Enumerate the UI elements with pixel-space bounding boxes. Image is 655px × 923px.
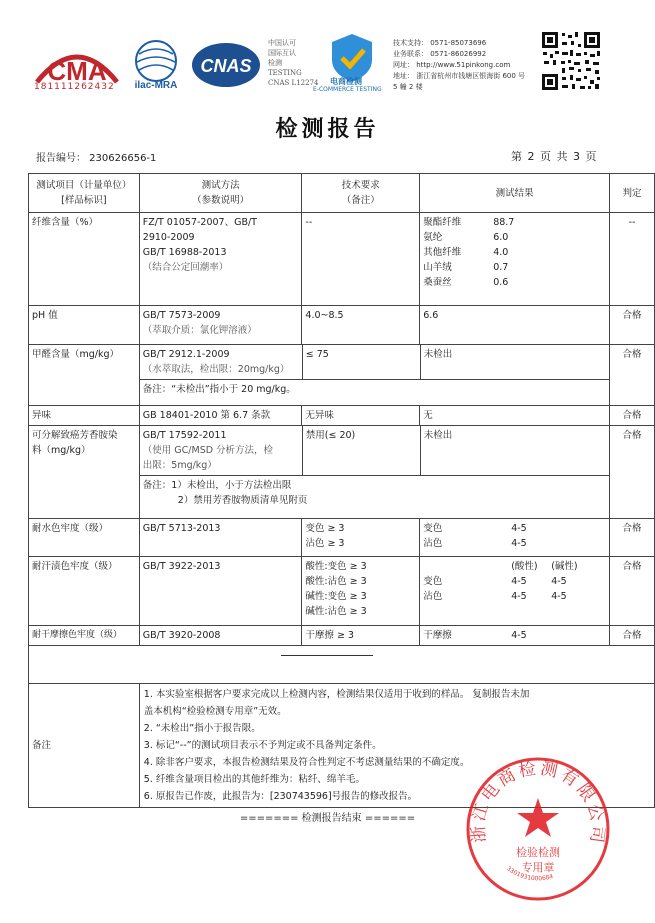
sweat-judgement: 合格 bbox=[610, 557, 655, 626]
amine-notes: 备注：1）未检出，小于方法检出限 2）禁用芳香胺物质清单见附页 bbox=[140, 475, 609, 510]
header-method: 测试方法 （参数说明） bbox=[139, 174, 302, 213]
rub-method: GB/T 3920-2008 bbox=[139, 626, 302, 646]
table-row-odor bbox=[29, 406, 655, 426]
fiber-judgement: -- bbox=[610, 213, 655, 306]
table-row-formaldehyde bbox=[29, 345, 655, 406]
amine-detail: GB/T 17592-2011 （使用 GC/MSD 分析方法，检 出限：5mg/kg） 禁用(≤ 20) 未检出 备注：1）未检出，小于方法检出限 2）禁用芳香胺物质清单见附页 bbox=[139, 426, 609, 519]
cma-logo-text: CMA bbox=[47, 56, 107, 86]
ph-item: pH 值 bbox=[29, 306, 140, 345]
odor-judgement: 合格 bbox=[610, 406, 655, 426]
ph-method: GB/T 7573-2009 （萃取介质：氯化钾溶液） bbox=[139, 306, 302, 345]
rub-requirement: 干摩擦 ≥ 3 bbox=[302, 626, 420, 646]
page-info: 第 2 页 共 3 页 bbox=[511, 150, 598, 163]
formaldehyde-judgement: 合格 bbox=[610, 345, 655, 406]
star-icon bbox=[517, 798, 559, 837]
table-row-rub-fastness bbox=[29, 626, 655, 646]
company-seal bbox=[463, 754, 613, 904]
contact-info: 技术支持： 0571-85073696 业务联系： 0571-86026992 网址： http://www.51pinkong.com 地址： 浙江省杭州市钱塘区银海街 600 号 5 幢 2 楼 bbox=[393, 39, 526, 91]
table-row-ph bbox=[29, 306, 655, 345]
water-result: 变色 4-5 沾色 4-5 bbox=[420, 519, 610, 557]
formaldehyde-detail: GB/T 2912.1-2009 （水萃取法，检出限：20mg/kg） ≤ 75 未检出 备注：“未检出”指小于 20 mg/kg。 bbox=[139, 345, 609, 406]
report-title: 检测报告 bbox=[275, 116, 380, 142]
divider bbox=[281, 655, 373, 656]
ilac-logo-text: ilac-MRA bbox=[134, 80, 178, 91]
cnas-accreditation-text: 中国认可 国际互认 检测 TESTING CNAS L12274 bbox=[268, 39, 319, 87]
seal-number: 3301931000684 bbox=[505, 865, 555, 883]
table-header-row bbox=[29, 174, 655, 213]
ph-judgement: 合格 bbox=[610, 306, 655, 345]
table-row-sweat-fastness bbox=[29, 557, 655, 626]
seal-center-line1: 检验检测 bbox=[516, 846, 560, 859]
seal-center-line2: 专用章 bbox=[521, 861, 555, 874]
header-judgement: 判定 bbox=[610, 174, 655, 213]
ecommerce-logo-en: E-COMMERCE TESTING bbox=[313, 86, 382, 93]
fiber-method: FZ/T 01057-2007、GB/T 2910-2009 GB/T 16988-2013 （结合公定回潮率） bbox=[139, 213, 302, 306]
test-results-table bbox=[28, 173, 655, 808]
ilac-mra-logo bbox=[127, 36, 185, 92]
odor-item: 异味 bbox=[29, 406, 140, 426]
table-row-fiber bbox=[29, 213, 655, 306]
header-result: 测试结果 bbox=[420, 174, 610, 213]
table-row-water-fastness bbox=[29, 519, 655, 557]
header-item: 测试项目（计量单位） [样品标识] bbox=[29, 174, 140, 213]
odor-result: 无 bbox=[420, 406, 610, 426]
fiber-result: 聚酯纤维 88.7 氨纶 6.0 其他纤维 4.0 山羊绒 0.7 桑蚕丝 0.6 bbox=[420, 213, 610, 306]
fiber-item: 纤维含量（%） bbox=[29, 213, 140, 306]
report-end-line: ======= 检测报告结束 ====== bbox=[239, 813, 416, 824]
formaldehyde-note: 备注：“未检出”指小于 20 mg/kg。 bbox=[140, 379, 609, 399]
water-judgement: 合格 bbox=[610, 519, 655, 557]
ecommerce-logo-cn: 电商检测 bbox=[330, 77, 362, 86]
rub-result: 干摩擦 4-5 bbox=[420, 626, 610, 646]
header-requirement: 技术要求 （备注） bbox=[302, 174, 420, 213]
sweat-item: 耐汗渍色牢度（级） bbox=[29, 557, 140, 626]
formaldehyde-item: 甲醛含量（mg/kg） bbox=[29, 345, 140, 406]
rub-judgement: 合格 bbox=[610, 626, 655, 646]
water-method: GB/T 5713-2013 bbox=[139, 519, 302, 557]
report-number: 报告编号： 230626656-1 bbox=[36, 153, 157, 164]
remarks-content: 1. 本实验室根据客户要求完成以上检测内容，检测结果仅适用于收到的样品。 复制报告未加 盖本机构“检验检测专用章”无效。 2. “未检出”指小于报告限。 3. 标记“--”的测试项目表示不予判定或不具备判定条件。 4. 除非客户要求，本报告检测结果及符合性判定不考虑测量结果的不确定度。 5. 纤维含量项目检出的其他纤维为：粘纤、绵羊毛。 6. 原报告已作废，此报告为：[230743596]号报告的修改报告。 bbox=[139, 684, 654, 808]
sweat-result: (酸性) (碱性) 变色 4-5 4-5 沾色 4-5 4-5 bbox=[420, 557, 610, 626]
odor-method: GB 18401-2010 第 6.7 条款 bbox=[139, 406, 302, 426]
fiber-requirement: -- bbox=[302, 213, 420, 306]
table-row-amine bbox=[29, 426, 655, 519]
odor-requirement: 无异味 bbox=[302, 406, 420, 426]
cnas-logo-text: CNAS bbox=[200, 56, 252, 76]
table-row-separator bbox=[29, 646, 655, 684]
ph-result: 6.6 bbox=[420, 306, 610, 345]
sweat-method: GB/T 3922-2013 bbox=[139, 557, 302, 626]
water-item: 耐水色牢度（级） bbox=[29, 519, 140, 557]
ph-requirement: 4.0~8.5 bbox=[302, 306, 420, 345]
sweat-requirement: 酸性:变色 ≥ 3 酸性:沾色 ≥ 3 碱性:变色 ≥ 3 碱性:沾色 ≥ 3 bbox=[302, 557, 420, 626]
amine-item: 可分解致癌芳香胺染 料（mg/kg） bbox=[29, 426, 140, 519]
remarks-label: 备注 bbox=[29, 684, 140, 808]
cnas-logo bbox=[190, 40, 262, 90]
rub-item: 耐干摩擦色牢度（级） bbox=[29, 626, 140, 646]
amine-judgement: 合格 bbox=[610, 426, 655, 519]
seal-arc-text: 浙江电商检测有限公司 bbox=[468, 758, 608, 847]
qr-code bbox=[540, 30, 602, 92]
cma-number: 181111262432 bbox=[34, 82, 115, 92]
water-requirement: 变色 ≥ 3 沾色 ≥ 3 bbox=[302, 519, 420, 557]
